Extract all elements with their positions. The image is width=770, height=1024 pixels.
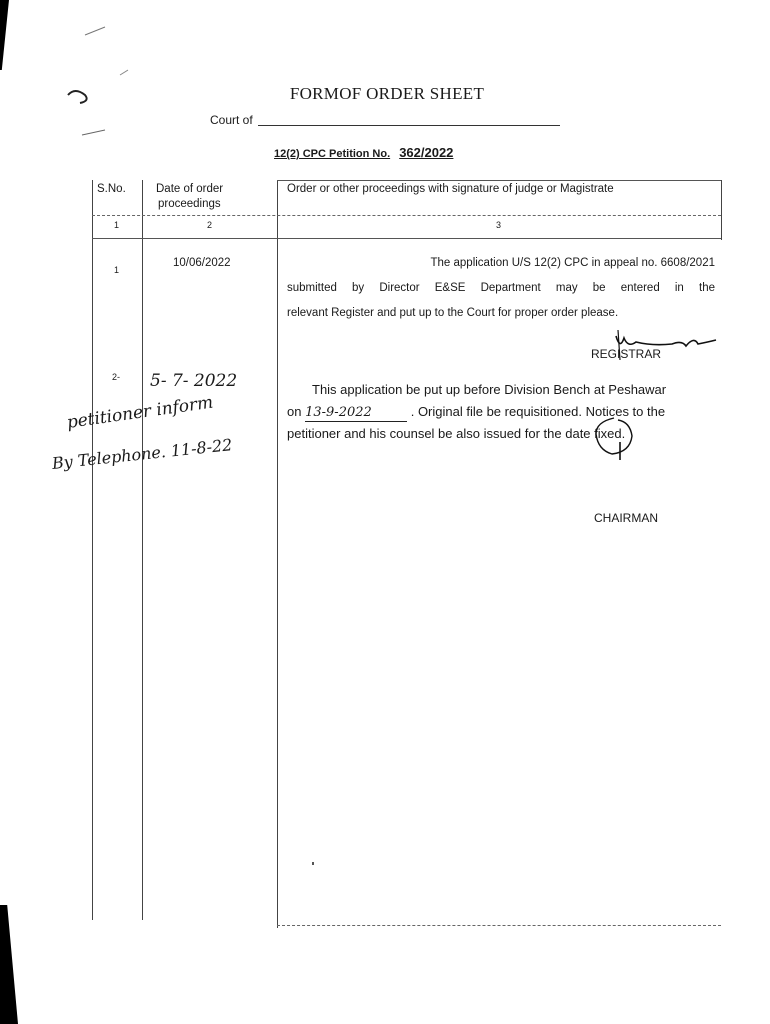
header-sno: S.No. — [97, 183, 126, 195]
chairman-label: CHAIRMAN — [594, 511, 659, 525]
court-blank-line — [258, 125, 560, 126]
petition-number: 362/2022 — [399, 145, 454, 160]
document-title: FORMOF ORDER SHEET — [289, 84, 485, 103]
order-table — [51, 180, 722, 930]
scan-edge-top-left — [0, 0, 9, 70]
entry-2-line-3: petitioner and his counsel be also issued for the date fixed. — [287, 426, 626, 441]
margin-note-line-1: petitioner inform — [65, 392, 215, 433]
petition-label: 12(2) CPC Petition No. — [274, 148, 391, 160]
stray-dot — [312, 862, 314, 865]
entry-2-text — [287, 379, 717, 445]
entry-2-line-2-prefix: on — [287, 404, 302, 419]
entry-1-date: 10/06/2022 — [173, 257, 231, 269]
entry-2-line-2-suffix: . Original file be requisitioned. Notices to the — [410, 404, 666, 419]
number-row-divider — [92, 238, 721, 239]
entry-2-hearing-date: 13-9-2022 — [305, 405, 407, 422]
header-top-border — [277, 180, 721, 181]
margin-note-line-2: By Telephone. 11-8-22 — [51, 435, 234, 473]
column-number-2: 2 — [207, 220, 213, 230]
entry-1-line-1: The application U/S 12(2) CPC in appeal no. 6608/2021 — [430, 257, 715, 269]
col-border-2 — [277, 180, 278, 928]
header-date-line2: proceedings — [158, 198, 221, 210]
scan-edge-bottom-left — [0, 905, 18, 1024]
date-circle-mark — [590, 416, 638, 460]
col-border-right — [721, 180, 722, 240]
column-number-1: 1 — [114, 220, 120, 230]
entry-2-handwritten-date: 5- 7- 2022 — [150, 371, 238, 391]
stray-marks-top — [60, 15, 170, 145]
entry-2-line-2 — [287, 401, 717, 423]
petition-heading — [274, 145, 453, 160]
table-bottom-border — [277, 925, 721, 926]
entry-1-line-2: submitted by Director E&SE Department may be entered in the — [287, 282, 715, 294]
entry-1-line-3: relevant Register and put up to the Court for proper order please. — [287, 307, 619, 319]
column-number-3: 3 — [496, 220, 502, 230]
entry-1-text — [287, 251, 715, 326]
entry-2-line-1: This application be put up before Division Bench at Peshawar — [312, 382, 667, 397]
entry-2-sno: 2- — [112, 372, 121, 382]
col-border-1 — [142, 180, 143, 920]
header-divider — [92, 215, 721, 216]
entry-1-sno: 1 — [114, 265, 120, 275]
header-order: Order or other proceedings with signature of judge or Magistrate — [287, 183, 614, 195]
court-label: Court of — [210, 113, 253, 127]
col-border-left — [92, 180, 93, 920]
header-date-line1: Date of order — [156, 183, 224, 195]
registrar-label: REGISTRAR — [591, 347, 662, 361]
